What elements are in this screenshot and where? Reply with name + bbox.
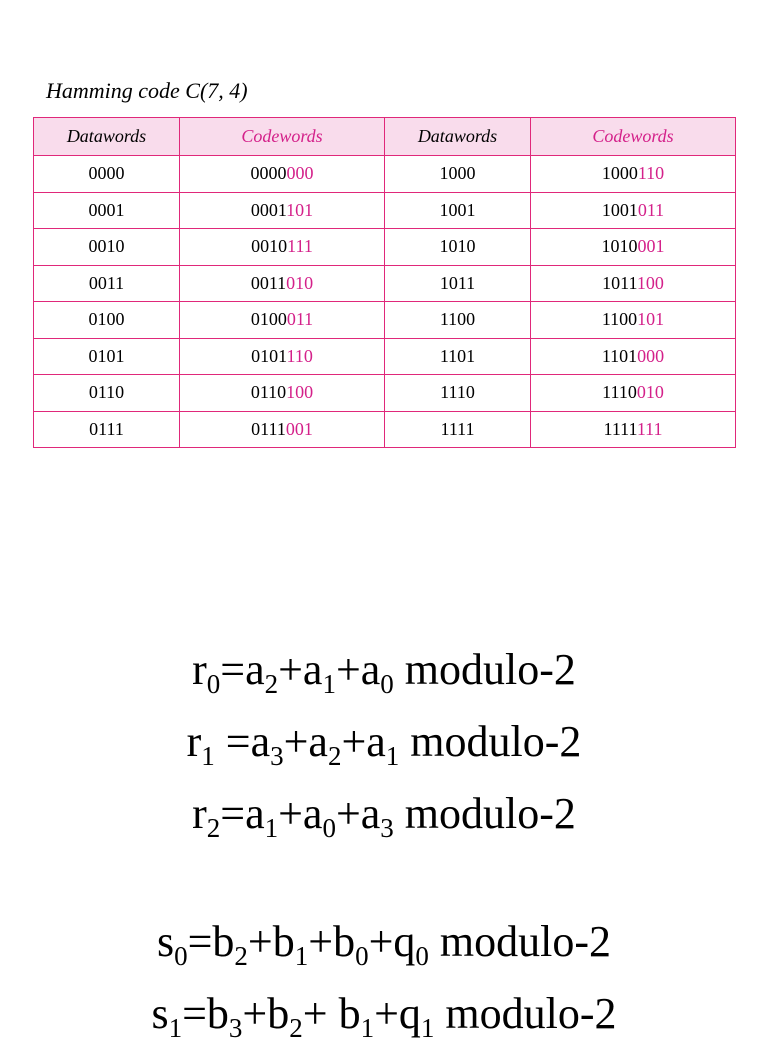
codeword-parity-bits: 100 <box>636 272 664 293</box>
codeword-data-bits: 1010 <box>601 236 638 257</box>
codeword-data-bits: 0111 <box>251 418 286 439</box>
codeword-parity-bits: 000 <box>286 163 314 184</box>
parity-equations <box>0 634 768 850</box>
codeword-parity-bits: 001 <box>637 236 665 257</box>
codeword-data-bits: 1100 <box>601 309 638 330</box>
equation-subscript: 1 <box>360 1013 375 1043</box>
codeword-cell-left <box>180 265 385 302</box>
dataword-cell-right: 1101 <box>385 338 531 375</box>
dataword-cell-right: 1111 <box>385 411 531 448</box>
equation-subscript: 1 <box>201 741 215 771</box>
codeword-cell-right <box>531 229 736 266</box>
dataword-cell-left: 0001 <box>34 192 180 229</box>
equation-r1 <box>0 706 768 778</box>
table-row <box>34 375 736 412</box>
codeword-data-bits: 0000 <box>250 163 287 184</box>
equation-term: +q <box>368 917 416 966</box>
codeword-data-bits: 0011 <box>250 272 287 293</box>
codeword-cell-right <box>531 265 736 302</box>
equation-subscript: 0 <box>355 941 369 971</box>
equation-term: r <box>192 645 207 694</box>
codeword-parity-bits: 011 <box>286 309 314 330</box>
equation-term: +a <box>335 645 381 694</box>
codeword-parity-bits: 111 <box>636 418 663 439</box>
equation-term: =b <box>182 989 229 1038</box>
dataword-cell-left: 0101 <box>34 338 180 375</box>
codeword-parity-bits: 001 <box>285 418 313 439</box>
codeword-parity-bits: 000 <box>637 345 665 366</box>
dataword-cell-left: 0011 <box>34 265 180 302</box>
table-header-row <box>34 118 736 156</box>
equation-term: modulo-2 <box>428 917 612 966</box>
codeword-data-bits: 0100 <box>250 309 287 330</box>
table-body <box>34 156 736 448</box>
codeword-data-bits: 1000 <box>601 163 638 184</box>
equation-term: +b <box>247 917 295 966</box>
codeword-cell-left <box>180 338 385 375</box>
dataword-cell-left: 0110 <box>34 375 180 412</box>
codeword-cell-left <box>180 375 385 412</box>
codeword-parity-bits: 101 <box>637 309 665 330</box>
dataword-cell-right: 1100 <box>385 302 531 339</box>
equation-term: =b <box>187 917 235 966</box>
table-row <box>34 229 736 266</box>
codeword-parity-bits: 111 <box>287 236 313 257</box>
equation-term: +b <box>308 917 356 966</box>
codeword-data-bits: 0001 <box>250 199 287 220</box>
equation-subscript: 0 <box>174 941 188 971</box>
equation-term: modulo-2 <box>434 989 617 1038</box>
table-caption: Hamming code C(7, 4) <box>46 78 248 103</box>
equation-subscript: 0 <box>415 941 429 971</box>
equation-subscript: 2 <box>206 813 221 843</box>
dataword-cell-right: 1110 <box>385 375 531 412</box>
table-row <box>34 156 736 193</box>
equation-term: +a <box>278 789 323 838</box>
equation-term: +a <box>341 717 386 766</box>
codeword-cell-right <box>531 375 736 412</box>
equation-term: +b <box>242 989 290 1038</box>
codeword-parity-bits: 010 <box>286 272 314 293</box>
codeword-cell-left <box>180 156 385 193</box>
equation-term: modulo-2 <box>393 645 576 694</box>
dataword-cell-right: 1011 <box>385 265 531 302</box>
equation-subscript: 0 <box>380 669 394 699</box>
codeword-cell-right <box>531 156 736 193</box>
equation-r0 <box>0 634 768 706</box>
codeword-cell-left <box>180 229 385 266</box>
equation-subscript: 0 <box>206 669 221 699</box>
dataword-cell-left: 0100 <box>34 302 180 339</box>
table-row <box>34 338 736 375</box>
syndrome-equations <box>0 906 768 1050</box>
equation-term: +q <box>374 989 421 1038</box>
codeword-cell-right <box>531 411 736 448</box>
header-datawords-right: Datawords <box>385 118 531 156</box>
codeword-cell-left <box>180 302 385 339</box>
equation-term: =a <box>214 717 271 766</box>
codeword-parity-bits: 110 <box>286 345 313 366</box>
dataword-cell-left: 0010 <box>34 229 180 266</box>
codeword-data-bits: 1101 <box>601 345 638 366</box>
equation-subscript: 0 <box>322 813 336 843</box>
table-row <box>34 265 736 302</box>
dataword-cell-left: 0111 <box>34 411 180 448</box>
equation-s1 <box>0 978 768 1050</box>
dataword-cell-left: 0000 <box>34 156 180 193</box>
header-datawords-left: Datawords <box>34 118 180 156</box>
equation-term: s <box>156 917 175 966</box>
codeword-cell-left <box>180 192 385 229</box>
codeword-cell-right <box>531 338 736 375</box>
equation-subscript: 3 <box>380 813 394 843</box>
codeword-parity-bits: 010 <box>636 382 664 403</box>
equation-r2 <box>0 778 768 850</box>
equation-subscript: 1 <box>420 1013 435 1043</box>
equation-subscript: 1 <box>264 813 279 843</box>
equation-subscript: 3 <box>270 741 284 771</box>
codeword-data-bits: 1111 <box>603 418 637 439</box>
codeword-data-bits: 1110 <box>602 382 637 403</box>
header-codewords-left: Codewords <box>180 118 385 156</box>
equation-term: r <box>192 789 207 838</box>
equation-term: =a <box>220 789 265 838</box>
equation-subscript: 1 <box>385 741 400 771</box>
codeword-parity-bits: 011 <box>637 199 665 220</box>
codeword-parity-bits: 100 <box>286 382 314 403</box>
equation-term: =a <box>220 645 265 694</box>
hamming-code-table <box>33 117 736 448</box>
equation-s0 <box>0 906 768 978</box>
equation-term: +a <box>283 717 328 766</box>
equation-subscript: 1 <box>168 1013 183 1043</box>
codeword-parity-bits: 101 <box>286 199 314 220</box>
codeword-data-bits: 0010 <box>251 236 288 257</box>
equation-term: + b <box>302 989 361 1038</box>
dataword-cell-right: 1000 <box>385 156 531 193</box>
codeword-cell-right <box>531 192 736 229</box>
equation-term: s <box>151 989 169 1038</box>
equation-subscript: 2 <box>327 741 342 771</box>
equation-term: modulo-2 <box>399 717 582 766</box>
codeword-data-bits: 0110 <box>250 382 287 403</box>
table-row <box>34 302 736 339</box>
codeword-cell-right <box>531 302 736 339</box>
header-codewords-right: Codewords <box>531 118 736 156</box>
dataword-cell-right: 1010 <box>385 229 531 266</box>
equation-term: modulo-2 <box>393 789 576 838</box>
codeword-data-bits: 0101 <box>251 345 287 366</box>
equation-subscript: 3 <box>228 1013 243 1043</box>
equation-term: +a <box>278 645 323 694</box>
equation-term: +a <box>335 789 381 838</box>
dataword-cell-right: 1001 <box>385 192 531 229</box>
equation-subscript: 2 <box>264 669 279 699</box>
codeword-data-bits: 1001 <box>601 199 638 220</box>
codeword-data-bits: 1011 <box>602 272 637 293</box>
table-row <box>34 411 736 448</box>
equation-subscript: 2 <box>289 1013 303 1043</box>
table-row <box>34 192 736 229</box>
codeword-cell-left <box>180 411 385 448</box>
equation-subscript: 1 <box>322 669 336 699</box>
equation-term: r <box>186 717 202 766</box>
equation-subscript: 1 <box>294 941 309 971</box>
equation-subscript: 2 <box>234 941 248 971</box>
codeword-parity-bits: 110 <box>637 163 665 184</box>
